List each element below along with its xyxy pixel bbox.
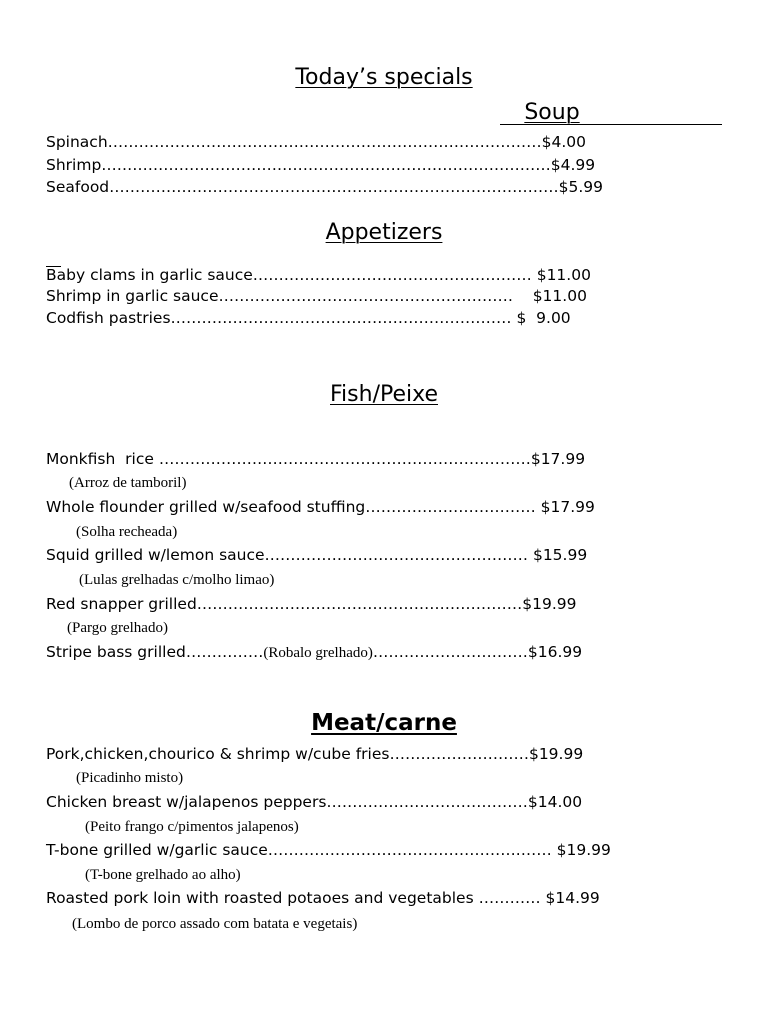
soup-heading: Soup xyxy=(524,100,580,125)
meat-item-t-bone-translation: (T-bone grelhado ao alho) xyxy=(85,867,241,883)
stripe-bass-price: …………………………$16.99 xyxy=(372,643,583,661)
fish-item-flounder-translation: (Solha recheada) xyxy=(76,524,178,540)
soup-item-seafood: Seafood……………………………………………………………………………$5.99 xyxy=(46,178,604,196)
meat-heading: Meat/carne xyxy=(311,710,457,736)
page-title: Today’s specials xyxy=(295,65,473,90)
fish-item-squid: Squid grilled w/lemon sauce…………………………………………… $15.99 xyxy=(46,546,588,564)
meat-item-t-bone: T-bone grilled w/garlic sauce………………………………………….…… $19.99 xyxy=(46,841,611,859)
appetizer-item-baby-clams: Baby clams in garlic sauce……………………………………………… $11.00 xyxy=(46,266,591,284)
stripe-bass-translation: (Robalo grelhado) xyxy=(263,645,373,661)
meat-item-pork-chicken: Pork,chicken,chourico & shrimp w/cube fries………………………$19.99 xyxy=(46,745,584,763)
fish-item-monkfish-translation: (Arroz de tamboril) xyxy=(69,475,187,491)
meat-item-pork-loin: Roasted pork loin with roasted potaoes and vegetables ………… $14.99 xyxy=(46,889,600,907)
meat-item-chicken-breast: Chicken breast w/jalapenos peppers…………………………………$14.00 xyxy=(46,793,583,811)
meat-item-pork-loin-translation: (Lombo de porco assado com batata e vegetais) xyxy=(72,916,358,932)
appetizer-item-codfish: Codfish pastries………………………………………………………… $ 9.00 xyxy=(46,309,571,327)
fish-item-squid-translation: (Lulas grelhadas c/molho limao) xyxy=(79,572,275,588)
fish-item-red-snapper: Red snapper grilled………………………………………………………$19.99 xyxy=(46,595,577,613)
fish-heading: Fish/Peixe xyxy=(330,382,438,407)
soup-heading-rule xyxy=(500,124,722,125)
appetizer-item-shrimp: Shrimp in garlic sauce………………………………………………… $11.00 xyxy=(46,287,587,305)
soup-item-spinach: Spinach…………………………………………………………………………$4.00 xyxy=(46,133,587,151)
meat-item-chicken-breast-translation: (Peito frango c/pimentos jalapenos) xyxy=(85,819,299,835)
soup-item-shrimp: Shrimp……………………………………………………………………………$4.99 xyxy=(46,156,596,174)
meat-item-pork-chicken-translation: (Picadinho misto) xyxy=(76,770,184,786)
stripe-bass-name: Stripe bass grilled…………… xyxy=(46,643,264,661)
fish-item-flounder: Whole flounder grilled w/seafood stuffing…………………………… $17.99 xyxy=(46,498,595,516)
appetizers-heading: Appetizers xyxy=(325,220,443,245)
fish-item-monkfish: Monkfish rice ………………………………………………………………$17.99 xyxy=(46,450,586,468)
fish-item-red-snapper-translation: (Pargo grelhado) xyxy=(67,620,168,636)
fish-item-stripe-bass xyxy=(46,642,582,663)
